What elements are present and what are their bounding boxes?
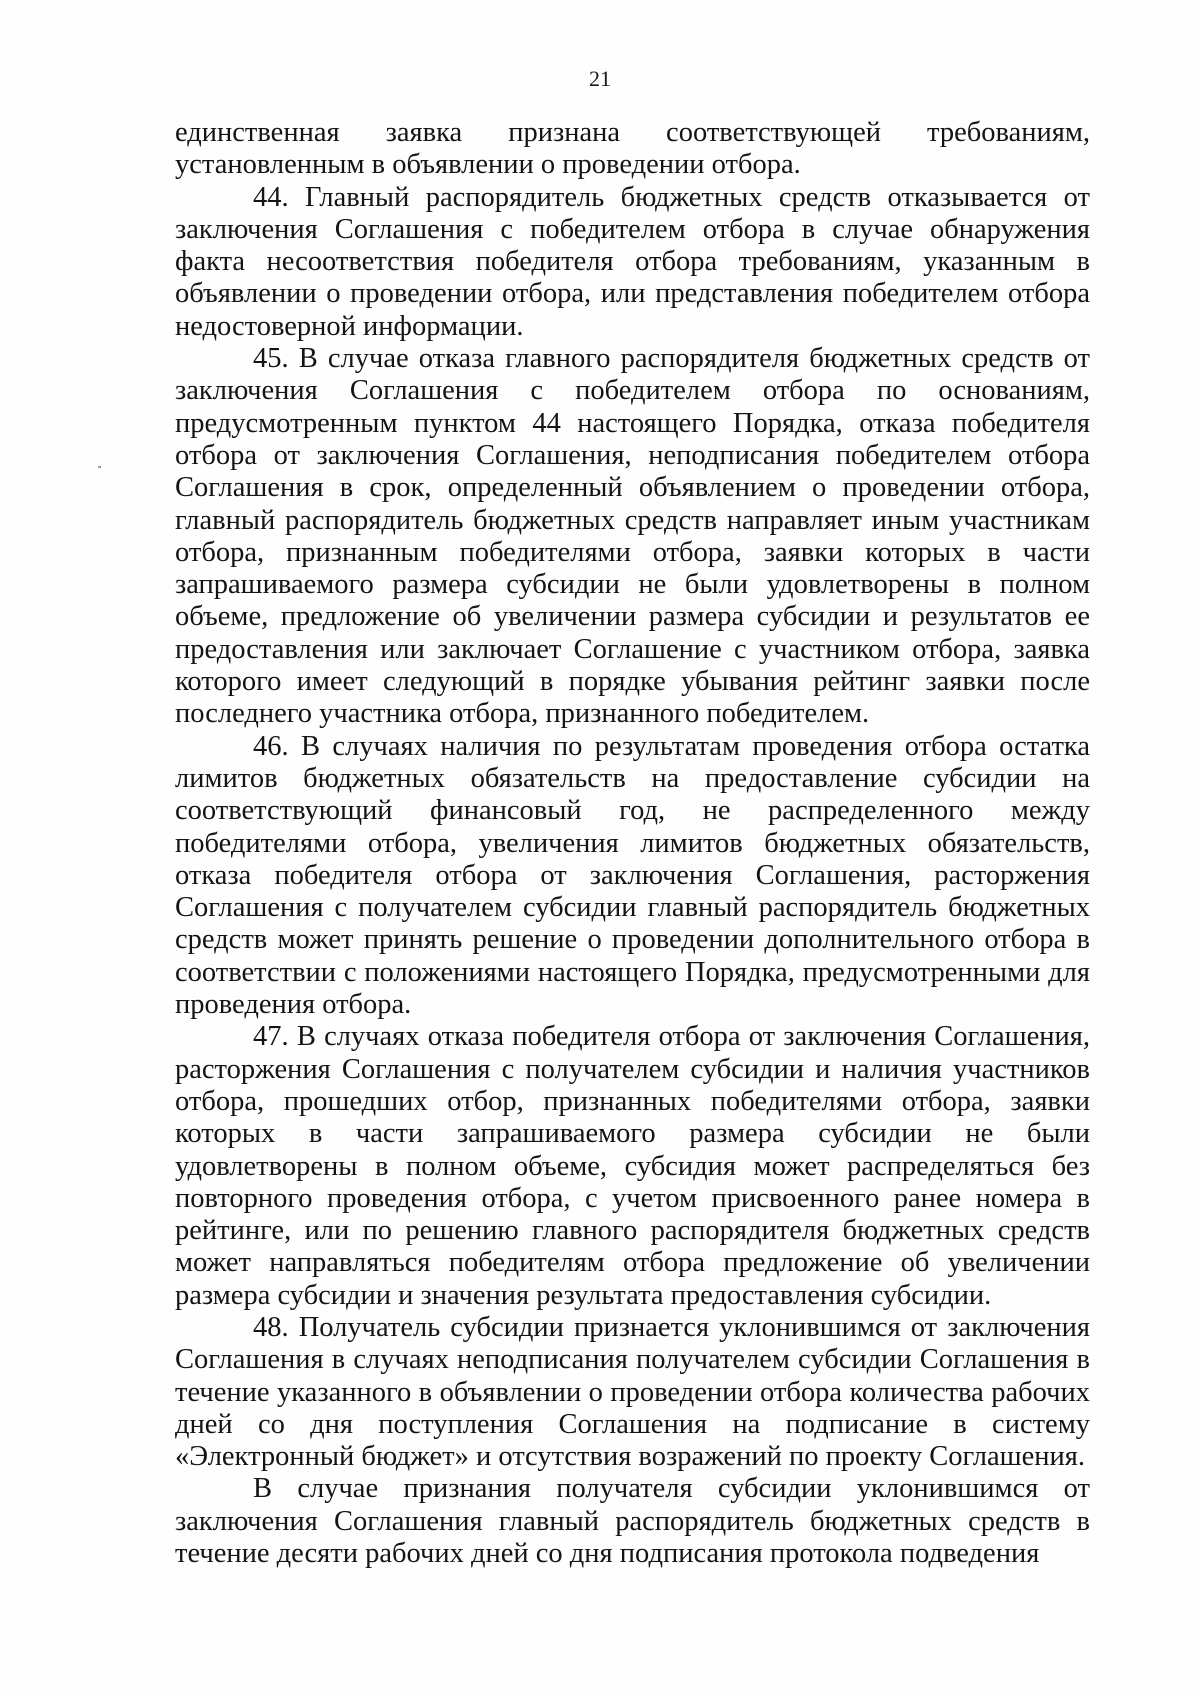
paragraph-48: 48. Получатель субсидии признается уклонившимся от заключения Соглашения в случаях неподписания получателем субсидии Соглашения в течение указанного в объявлении о проведении отбора количества рабочих дней со дня поступления Соглашения на подписание в систему «Электронный бюджет» и отсутствия возражений по проекту Соглашения.	[175, 1311, 1090, 1473]
paragraph-45: 45. В случае отказа главного распорядителя бюджетных средств от заключения Соглашения с победителем отбора по основаниям, предусмотренным пунктом 44 настоящего Порядка, отказа победителя отбора от заключения Соглашения, неподписания победителем отбора Соглашения в срок, определенный объявлением о проведении отбора, главный распорядитель бюджетных средств направляет иным участникам отбора, признанным победителями отбора, заявки которых в части запрашиваемого размера субсидии не были удовлетворены в полном объеме, предложение об увеличении размера субсидии и результатов ее предоставления или заключает Соглашение с участником отбора, заявка которого имеет следующий в порядке убывания рейтинг заявки после последнего участника отбора, признанного победителем.	[175, 343, 1090, 730]
paragraph-48-continuation: В случае признания получателя субсидии уклонившимся от заключения Соглашения главный распорядитель бюджетных средств в течение десяти рабочих дней со дня подписания протокола подведения	[175, 1473, 1090, 1570]
page-number: 21	[589, 66, 611, 91]
paragraph-47: 47. В случаях отказа победителя отбора от заключения Соглашения, расторжения Соглашения с получателем субсидии и наличия участников отбора, прошедших отбор, признанных победителями отбора, заявки которых в части запрашиваемого размера субсидии не были удовлетворены в полном объеме, субсидия может распределяться без повторного проведения отбора, с учетом присвоенного ранее номера в рейтинге, или по решению главного распорядителя бюджетных средств может направляться победителям отбора предложение об увеличении размера субсидии и значения результата предоставления субсидии.	[175, 1021, 1090, 1311]
paragraph-44: 44. Главный распорядитель бюджетных средств отказывается от заключения Соглашения с победителем отбора в случае обнаружения факта несоответствия победителя отбора требованиям, указанным в объявлении о проведении отбора, или представления победителем отбора недостоверной информации.	[175, 181, 1090, 342]
paragraph-46: 46. В случаях наличия по результатам проведения отбора остатка лимитов бюджетных обязательств на предоставление субсидии на соответствующий финансовый год, не распределенного между победителями отбора, увеличения лимитов бюджетных обязательств, отказа победителя отбора от заключения Соглашения, расторжения Соглашения с получателем субсидии главный распорядитель бюджетных средств может принять решение о проведении дополнительного отбора в соответствии с положениями настоящего Порядка, предусмотренными для проведения отбора.	[175, 730, 1090, 1021]
scan-artifact	[98, 466, 101, 468]
paragraph-continuation: единственная заявка признана соответствующей требованиям, установленным в объявлении о проведении отбора.	[175, 117, 1090, 181]
document-body	[175, 117, 1090, 1570]
